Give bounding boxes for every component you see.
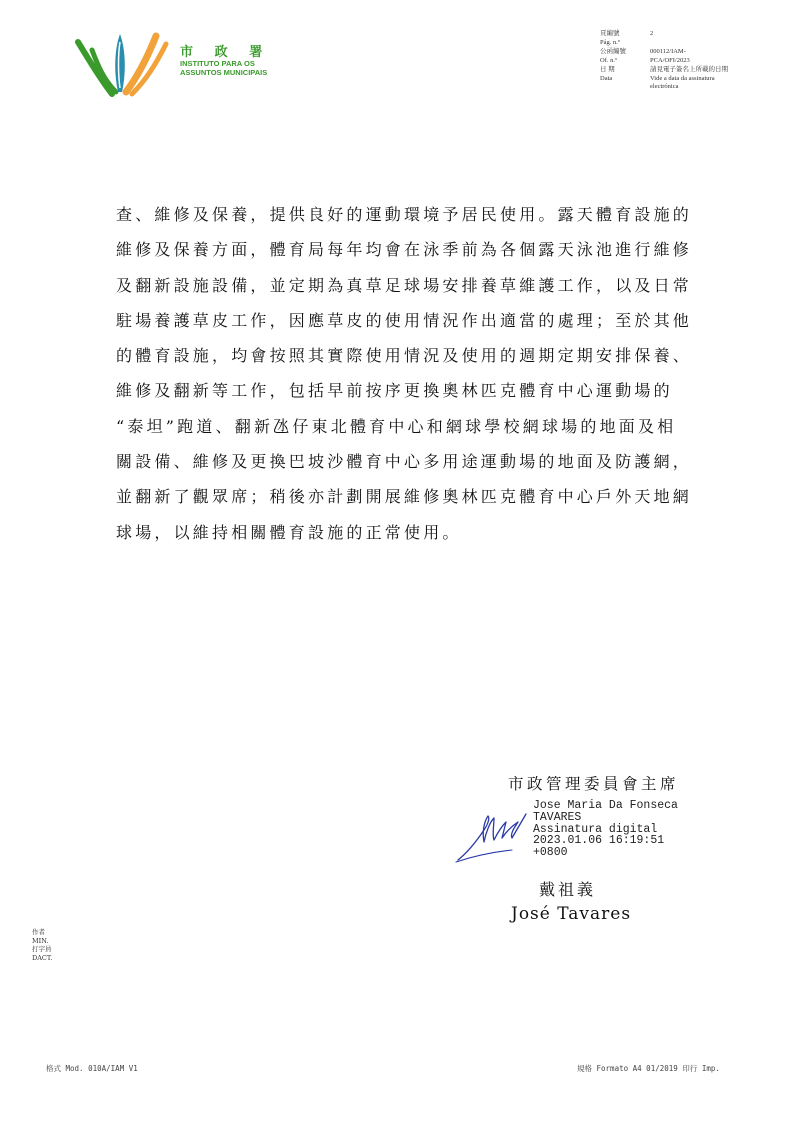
ref-label: Of. n.º: [600, 57, 617, 64]
author-label-cn: 作者: [32, 928, 45, 936]
ref-row: [600, 57, 740, 65]
ref-label: 頁編號: [600, 30, 620, 37]
logo-name-pt-1: INSTITUTO PARA OS: [180, 59, 255, 68]
body-line: “泰坦”跑道、翻新氹仔東北體育中心和網球學校網球場的地面及相: [116, 416, 677, 436]
reference-block: [600, 30, 740, 92]
body-line: 駐場養護草皮工作，因應草皮的使用情況作出適當的處理；至於其他: [116, 310, 693, 330]
digital-signature-info: Jose Maria Da Fonseca TAVARES Assinatura digital 2023.01.06 16:19:51 +0800: [533, 799, 678, 860]
signatory-name-cn: 戴祖義: [539, 880, 597, 899]
author-block: [32, 928, 52, 962]
body-line: 及翻新設施設備，並定期為真草足球場安排養草維護工作，以及日常: [116, 275, 693, 295]
letter-body: [116, 197, 721, 550]
ref-row: [600, 39, 740, 47]
signatory-name-pt: José Tavares: [511, 904, 632, 924]
logo-name-cn: 市 政 署: [180, 44, 272, 59]
ref-row: [600, 66, 740, 74]
ref-value: [650, 39, 740, 47]
ref-label: Pág. n.º: [600, 39, 620, 46]
ref-value: PCA/OFI/2023: [650, 57, 690, 64]
footer-form-model: 格式 Mod. 010A/IAM V1: [46, 1064, 138, 1073]
ref-label: 公函編號: [600, 48, 626, 55]
body-line: 的體育設施，均會按照其實際使用情況及使用的週期定期安排保養、: [116, 346, 693, 366]
iam-emblem-icon: [74, 28, 174, 98]
ref-row: [600, 30, 740, 38]
handwritten-signature-icon: [454, 808, 534, 864]
ref-label: 日 期: [600, 66, 615, 73]
typist-initials: DACT.: [32, 953, 53, 962]
logo-name-pt-2: ASSUNTOS MUNICIPAIS: [180, 68, 268, 77]
ref-value: Vide a data da assinatura electrónica: [650, 75, 715, 90]
ref-label: Data: [600, 75, 613, 82]
body-line: 關設備、維修及更換巴坡沙體育中心多用途運動場的地面及防護網，: [116, 452, 693, 472]
ref-row: [600, 48, 740, 56]
body-line: 並翻新了觀眾席；稍後亦計劃開展維修奧林匹克體育中心戶外天地網: [116, 487, 693, 507]
ref-row: [600, 75, 740, 91]
ref-value: 請見電子簽名上所載的日期: [650, 66, 728, 73]
body-line: 球場，以維持相關體育設施的正常使用。: [116, 522, 462, 542]
ref-value: 000112/IAM-: [650, 48, 686, 55]
body-line: 維修及翻新等工作，包括早前按序更換奧林匹克體育中心運動場的: [116, 381, 673, 401]
body-line: 查、維修及保養，提供良好的運動環境予居民使用。露天體育設施的: [116, 205, 693, 224]
ref-value: 2: [650, 30, 654, 37]
iam-logo: [74, 28, 274, 98]
footer-format: 規格 Formato A4 01/2019 印行 Imp.: [577, 1064, 720, 1073]
typist-label-cn: 打字員: [32, 945, 52, 954]
body-line: 維修及保養方面，體育局每年均會在泳季前為各個露天泳池進行維修: [116, 240, 693, 260]
signatory-title: 市政管理委員會主席: [508, 775, 680, 793]
author-initials: MIN.: [32, 936, 49, 945]
